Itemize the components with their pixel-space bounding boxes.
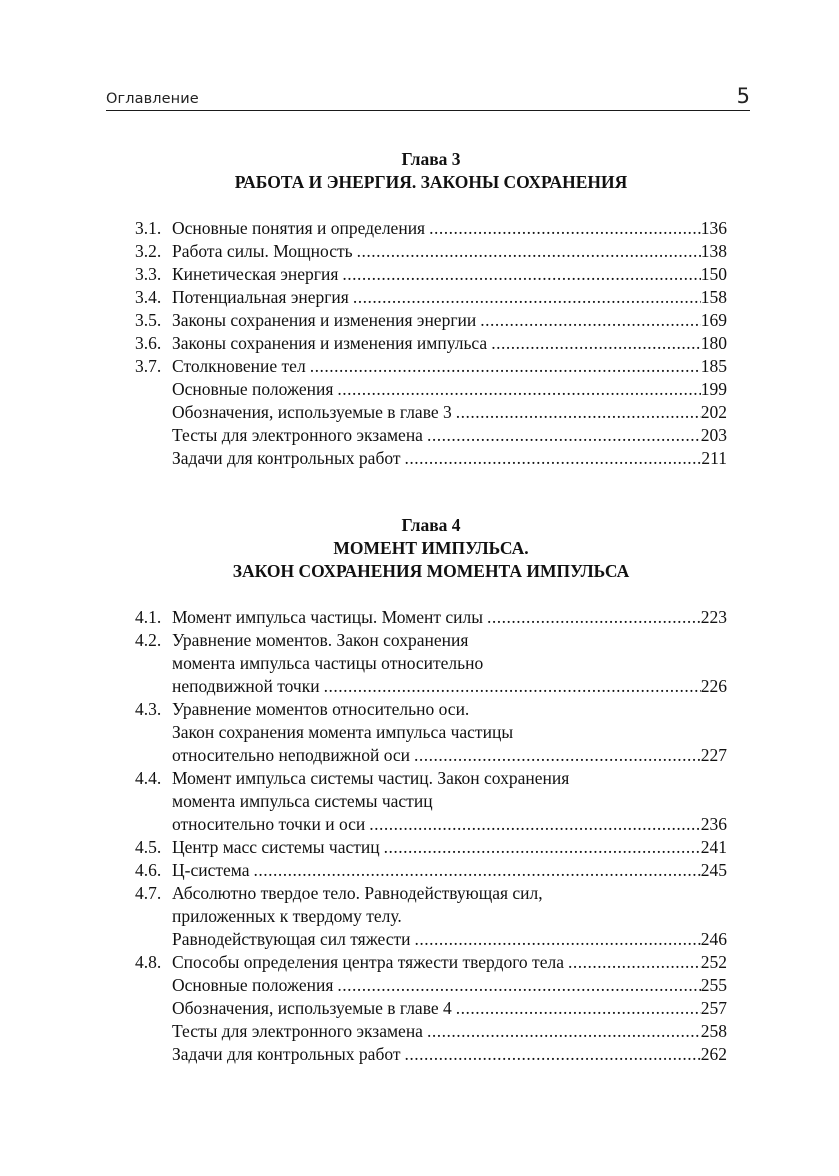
- toc-entry-title-line: Тесты для электронного экзамена: [172, 1021, 423, 1041]
- toc-entry-page-number[interactable]: 150: [700, 264, 727, 284]
- toc-entry-last-line: [172, 606, 727, 629]
- toc-entry-last-line: [172, 859, 727, 882]
- toc-entry[interactable]: [135, 401, 727, 424]
- toc-entry-title-line: Ц-система: [172, 860, 250, 880]
- page-number: 5: [736, 84, 750, 108]
- toc-entry-page-number[interactable]: 136: [700, 218, 727, 238]
- toc-entry-last-line: [172, 263, 727, 286]
- toc-entry-body: [172, 378, 727, 401]
- toc-entry-number: 3.7.: [135, 356, 162, 376]
- toc-entry-title-line: относительно точки и оси: [172, 814, 366, 834]
- toc-entry[interactable]: [135, 447, 727, 470]
- toc-entry-body: [172, 286, 727, 309]
- toc-entry-number: 4.4.: [135, 768, 162, 788]
- dot-leader: [429, 217, 701, 240]
- toc-entry-last-line: [172, 813, 727, 836]
- toc-entry-last-line: [172, 332, 727, 355]
- toc-entry-last-line: [172, 1020, 727, 1043]
- dot-leader: [405, 447, 702, 470]
- toc-entry-body: [172, 997, 727, 1020]
- toc-entry-body: [172, 240, 727, 263]
- toc-entry[interactable]: [135, 882, 727, 951]
- toc-entry-page-number[interactable]: 245: [700, 860, 727, 880]
- toc-entry-page-number[interactable]: 257: [700, 998, 727, 1018]
- toc-entry-number: 4.2.: [135, 630, 162, 650]
- dot-leader: [568, 951, 701, 974]
- dot-leader: [384, 836, 701, 859]
- toc-entry-title-line: Закон сохранения момента импульса частицы: [172, 722, 514, 742]
- toc-entry-last-line: [172, 951, 727, 974]
- toc-entry-body: [172, 882, 727, 951]
- toc-entry-body: [172, 401, 727, 424]
- toc-entry-last-line: [172, 447, 727, 470]
- toc-entry-title-line: Законы сохранения и изменения импульса: [172, 333, 488, 353]
- toc-entry[interactable]: [135, 424, 727, 447]
- toc-entry-page-number[interactable]: 211: [701, 448, 727, 468]
- toc-entry-body: [172, 332, 727, 355]
- toc-entry-body: [172, 1020, 727, 1043]
- chapter-3-section: [135, 148, 727, 470]
- dot-leader: [337, 378, 700, 401]
- toc-entry-number: 4.8.: [135, 952, 162, 972]
- chapter-4-section: [135, 514, 727, 1066]
- dot-leader: [480, 309, 701, 332]
- toc-entry-page-number[interactable]: 180: [700, 333, 727, 353]
- toc-entry-title-line: момента импульса частицы относительно: [172, 653, 484, 673]
- toc-entry-title-line: Законы сохранения и изменения энергии: [172, 310, 477, 330]
- toc-entry[interactable]: [135, 309, 727, 332]
- toc-entry-title-line: приложенных к твердому телу.: [172, 906, 402, 926]
- toc-entry-last-line: [172, 744, 727, 767]
- dot-leader: [254, 859, 701, 882]
- toc-entry-body: [172, 951, 727, 974]
- toc-entry-body: [172, 698, 727, 767]
- toc-entry[interactable]: [135, 859, 727, 882]
- toc-entry-number: 3.1.: [135, 218, 162, 238]
- dot-leader: [415, 928, 701, 951]
- toc-entry-page-number[interactable]: 199: [700, 379, 727, 399]
- toc-entry-page-number[interactable]: 226: [700, 676, 727, 696]
- toc-entry-body: [172, 263, 727, 286]
- toc-entry-page-number[interactable]: 227: [700, 745, 727, 765]
- toc-entry-body: [172, 355, 727, 378]
- toc-entry-page-number[interactable]: 262: [700, 1044, 727, 1064]
- toc-entry-number: 3.2.: [135, 241, 162, 261]
- toc-entry[interactable]: [135, 974, 727, 997]
- dot-leader: [310, 355, 701, 378]
- dot-leader: [456, 997, 701, 1020]
- dot-leader: [487, 606, 701, 629]
- toc-entry-title-line: Тесты для электронного экзамена: [172, 425, 423, 445]
- toc-entry-title-line: относительно неподвижной оси: [172, 745, 411, 765]
- chapter-heading: [135, 148, 727, 194]
- toc-entry-title-line: Основные положения: [172, 975, 334, 995]
- chapter-label: Глава 4: [401, 515, 461, 535]
- toc-entry[interactable]: [135, 332, 727, 355]
- chapter-heading: [135, 514, 727, 583]
- dot-leader: [353, 286, 701, 309]
- toc-entry-page-number[interactable]: 138: [700, 241, 727, 261]
- toc-entry-last-line: [172, 997, 727, 1020]
- toc-entry-page-number[interactable]: 258: [700, 1021, 727, 1041]
- dot-leader: [324, 675, 701, 698]
- toc-entry-title-line: Потенциальная энергия: [172, 287, 349, 307]
- toc-entry[interactable]: [135, 606, 727, 629]
- toc-entry-body: [172, 974, 727, 997]
- toc-entry-last-line: [172, 424, 727, 447]
- toc-entry-title-line: Обозначения, используемые в главе 3: [172, 402, 452, 422]
- toc-entry-page-number[interactable]: 185: [700, 356, 727, 376]
- dot-leader: [405, 1043, 701, 1066]
- toc-entry-last-line: [172, 401, 727, 424]
- dot-leader: [337, 974, 700, 997]
- toc-entry-title-line: Уравнение моментов относительно оси.: [172, 699, 470, 719]
- dot-leader: [456, 401, 701, 424]
- dot-leader: [414, 744, 701, 767]
- toc-entry-last-line: [172, 286, 727, 309]
- toc-entry-last-line: [172, 974, 727, 997]
- toc-entry-last-line: [172, 836, 727, 859]
- toc-entry-body: [172, 767, 727, 836]
- toc-entry-title-line: Кинетическая энергия: [172, 264, 339, 284]
- toc-entry-title-line: Способы определения центра тяжести твердого тела: [172, 952, 564, 972]
- toc-entry-page-number[interactable]: 158: [700, 287, 727, 307]
- toc-entry-number: 3.5.: [135, 310, 162, 330]
- toc-list: [135, 606, 727, 1066]
- running-header-title: Оглавление: [106, 91, 199, 107]
- toc-entry-page-number[interactable]: 223: [700, 607, 727, 627]
- toc-entry-page-number[interactable]: 236: [700, 814, 727, 834]
- toc-entry-title-line: Задачи для контрольных работ: [172, 1044, 401, 1064]
- toc-entry-last-line: [172, 217, 727, 240]
- toc-entry[interactable]: [135, 997, 727, 1020]
- toc-entry-title-line: Центр масс системы частиц: [172, 837, 380, 857]
- toc-list: [135, 217, 727, 470]
- toc-entry-last-line: [172, 675, 727, 698]
- toc-entry-title-line: неподвижной точки: [172, 676, 320, 696]
- toc-entry-page-number[interactable]: 203: [700, 425, 727, 445]
- dot-leader: [357, 240, 701, 263]
- dot-leader: [427, 424, 701, 447]
- toc-entry[interactable]: [135, 767, 727, 836]
- toc-entry-title-line: Момент импульса частицы. Момент силы: [172, 607, 484, 627]
- dot-leader: [342, 263, 700, 286]
- toc-entry[interactable]: [135, 698, 727, 767]
- toc-entry-body: [172, 447, 727, 470]
- toc-entry[interactable]: [135, 263, 727, 286]
- toc-entry-number: 4.5.: [135, 837, 162, 857]
- dot-leader: [427, 1020, 701, 1043]
- toc-entry-page-number[interactable]: 255: [700, 975, 727, 995]
- toc-entry[interactable]: [135, 1020, 727, 1043]
- running-header: [106, 86, 750, 111]
- toc-entry-body: [172, 859, 727, 882]
- toc-entry-last-line: [172, 1043, 727, 1066]
- chapter-title-line: МОМЕНТ ИМПУЛЬСА.: [333, 538, 529, 558]
- toc-entry-body: [172, 424, 727, 447]
- toc-entry-title-line: момента импульса системы частиц: [172, 791, 433, 811]
- toc-entry-page-number[interactable]: 169: [700, 310, 727, 330]
- toc-entry-title-line: Работа силы. Мощность: [172, 241, 353, 261]
- toc-entry-body: [172, 606, 727, 629]
- chapter-label: Глава 3: [401, 149, 461, 169]
- toc-entry[interactable]: [135, 1043, 727, 1066]
- toc-entry-title-line: Обозначения, используемые в главе 4: [172, 998, 452, 1018]
- toc-entry-title-line: Задачи для контрольных работ: [172, 448, 401, 468]
- toc-entry-number: 4.7.: [135, 883, 162, 903]
- toc-entry-number: 3.3.: [135, 264, 162, 284]
- toc-entry-title-line: Уравнение моментов. Закон сохранения: [172, 630, 469, 650]
- toc-entry-number: 4.6.: [135, 860, 162, 880]
- toc-entry-page-number[interactable]: 246: [700, 929, 727, 949]
- toc-entry[interactable]: [135, 378, 727, 401]
- toc-entry[interactable]: [135, 217, 727, 240]
- toc-entry[interactable]: [135, 355, 727, 378]
- dot-leader: [369, 813, 700, 836]
- toc-entry-page-number[interactable]: 252: [700, 952, 727, 972]
- toc-entry-number: 3.6.: [135, 333, 162, 353]
- toc-entry-last-line: [172, 378, 727, 401]
- toc-entry-body: [172, 1043, 727, 1066]
- toc-entry-number: 4.3.: [135, 699, 162, 719]
- toc-entry-title-line: Основные положения: [172, 379, 334, 399]
- toc-entry-last-line: [172, 240, 727, 263]
- toc-entry[interactable]: [135, 836, 727, 859]
- toc-entry-body: [172, 309, 727, 332]
- chapter-title-line: ЗАКОН СОХРАНЕНИЯ МОМЕНТА ИМПУЛЬСА: [232, 561, 630, 581]
- toc-entry[interactable]: [135, 629, 727, 698]
- toc-entry-title-line: Абсолютно твердое тело. Равнодействующая сил,: [172, 883, 543, 903]
- chapter-title-line: РАБОТА И ЭНЕРГИЯ. ЗАКОНЫ СОХРАНЕНИЯ: [234, 172, 628, 192]
- toc-entry-last-line: [172, 355, 727, 378]
- toc-entry-body: [172, 217, 727, 240]
- toc-entry-title-line: Столкновение тел: [172, 356, 306, 376]
- toc-entry-last-line: [172, 928, 727, 951]
- toc-entry-title-line: Момент импульса системы частиц. Закон сохранения: [172, 768, 570, 788]
- toc-entry-number: 3.4.: [135, 287, 162, 307]
- toc-entry-page-number[interactable]: 202: [700, 402, 727, 422]
- toc-entry-title-line: Основные понятия и определения: [172, 218, 426, 238]
- toc-entry-last-line: [172, 309, 727, 332]
- toc-entry-body: [172, 629, 727, 698]
- toc-entry[interactable]: [135, 286, 727, 309]
- toc-entry-title-line: Равнодействующая сил тяжести: [172, 929, 411, 949]
- toc-entry-page-number[interactable]: 241: [700, 837, 727, 857]
- toc-entry[interactable]: [135, 240, 727, 263]
- toc-entry[interactable]: [135, 951, 727, 974]
- dot-leader: [491, 332, 701, 355]
- toc-entry-body: [172, 836, 727, 859]
- toc-entry-number: 4.1.: [135, 607, 162, 627]
